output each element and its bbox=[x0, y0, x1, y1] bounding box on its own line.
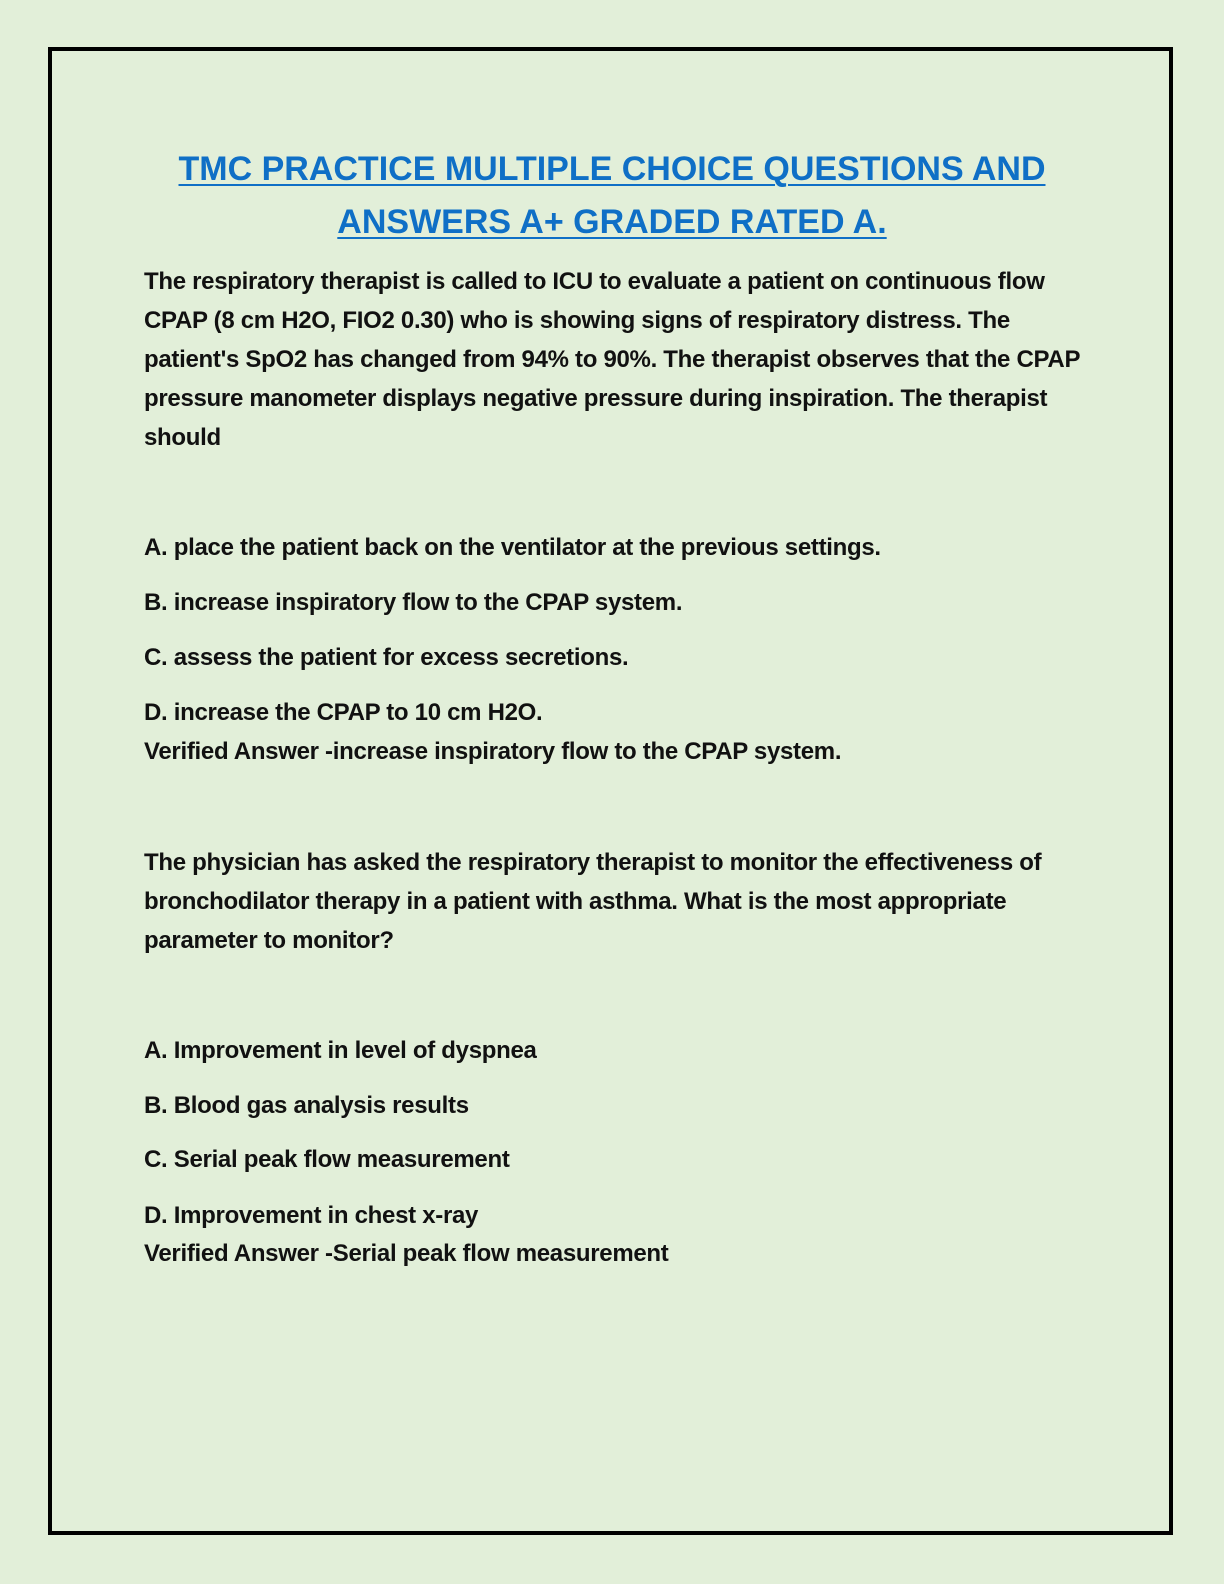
document-title bbox=[140, 143, 1084, 249]
question-1-stem: The respiratory therapist is called to ICU to evaluate a patient on continuous flow CPAP (8 cm H2O, FIO2 0.30) who is showing signs of respiratory distress. The patient's SpO2 has changed from 94% to 90%. The therapist observes that the CPAP pressure manometer displays negative pressure during inspiration. The therapist should bbox=[144, 268, 1080, 451]
question-2-option-c: C. Serial peak flow measurement bbox=[144, 1146, 510, 1173]
question-2-stem: The physician has asked the respiratory therapist to monitor the effectiveness of bronchodilator therapy in a patient with asthma. What is the most appropriate parameter to monitor? bbox=[144, 849, 1042, 954]
question-1-option-d: D. increase the CPAP to 10 cm H2O. bbox=[144, 699, 543, 726]
question-1-option-a: A. place the patient back on the ventilator at the previous settings. bbox=[144, 534, 881, 561]
question-2-option-d: D. Improvement in chest x-ray bbox=[144, 1202, 479, 1229]
question-2-option-a: A. Improvement in level of dyspnea bbox=[144, 1037, 537, 1064]
question-1-answer: Verified Answer -increase inspiratory flow to the CPAP system. bbox=[144, 738, 842, 765]
question-1-option-c: C. assess the patient for excess secretions. bbox=[144, 644, 629, 671]
title-line-2: ANSWERS A+ GRADED RATED A. bbox=[337, 203, 887, 241]
title-line-1: TMC PRACTICE MULTIPLE CHOICE QUESTIONS AND bbox=[178, 150, 1046, 188]
question-1-option-b: B. increase inspiratory flow to the CPAP system. bbox=[144, 589, 683, 616]
question-2-option-b: B. Blood gas analysis results bbox=[144, 1092, 469, 1119]
question-2-answer: Verified Answer -Serial peak flow measurement bbox=[144, 1240, 669, 1267]
